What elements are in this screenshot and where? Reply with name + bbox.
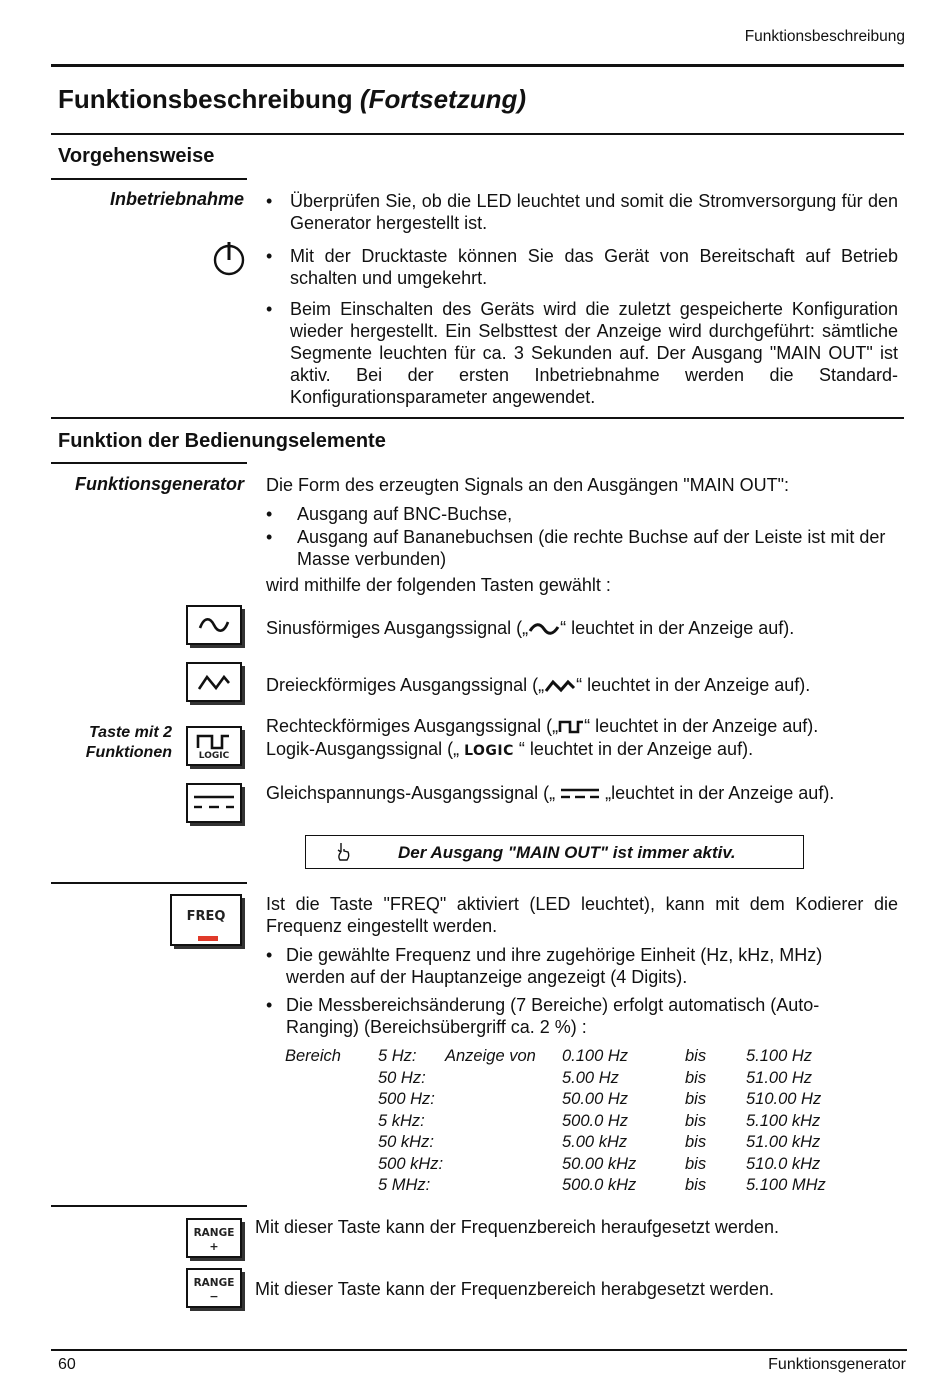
square-logic-key[interactable]: [186, 726, 242, 766]
square-display-icon: [558, 720, 584, 734]
triangle-display-icon: [544, 679, 576, 693]
freq-led-indicator: [198, 936, 218, 941]
inbetriebnahme-bullet-3: Beim Einschalten des Geräts wird die zuletzt gespeicherte Konfiguration wieder hergestellt. Ein Selbsttest der Anzeige wird durchgeführt: sämtliche Segmente leuchten für ca. 3 Sekunden auf. Der Ausgang "MAIN OUT" ist aktiv. Bei der ersten Inbetriebnahme werden die Standard-Konfigurationsparameter angewendet.: [290, 299, 898, 407]
output-bullet-2: Ausgang auf Bananebuchsen (die rechte Buchse auf der Leiste ist mit der Masse verbunden): [297, 527, 886, 569]
section2-top-rule: [51, 417, 904, 419]
freq-key[interactable]: [170, 894, 242, 946]
logic-display-label: LOGIC: [464, 743, 514, 759]
dc-text-pre: Gleichspannungs-Ausgangssignal („: [266, 783, 561, 803]
dc-display-icon: [560, 787, 600, 801]
inbetriebnahme-bullet-1: Überprüfen Sie, ob die LED leuchtet und somit die Stromversorgung für den Generator hergestellt ist.: [290, 191, 898, 233]
footer-rule: [51, 1349, 907, 1351]
bullet-dot: •: [266, 246, 273, 266]
table-row-to: 5.100 MHz: [746, 1176, 826, 1194]
note-text: Der Ausgang "MAIN OUT" ist immer aktiv.: [398, 843, 736, 862]
table-row-range: 50 Hz:: [378, 1068, 426, 1087]
table-row-to: 510.00 Hz: [746, 1090, 822, 1108]
page-title: [58, 84, 526, 115]
triangle-text-post: “ leuchtet in der Anzeige auf).: [576, 675, 811, 695]
table-row-from: 50.00 kHz: [562, 1154, 637, 1173]
range-down-description: Mit dieser Taste kann der Frequenzbereich herabgesetzt werden.: [255, 1279, 774, 1299]
table-row-range: 500 kHz:: [378, 1154, 444, 1173]
note-box: [305, 835, 804, 869]
dc-key[interactable]: [186, 783, 242, 823]
sine-text-post: “ leuchtet in der Anzeige auf).: [560, 618, 795, 638]
table-row-to: 51.00 Hz: [746, 1068, 813, 1087]
freq-label-rule: [51, 882, 247, 884]
range-down-key[interactable]: [186, 1268, 242, 1308]
square-text-post: “ leuchtet in der Anzeige auf).: [584, 716, 819, 736]
table-range-label: Bereich: [285, 1047, 341, 1065]
bullet-dot: •: [266, 527, 273, 547]
table-row-from: 0.100 Hz: [562, 1047, 629, 1065]
dc-text-post: „leuchtet in der Anzeige auf).: [600, 783, 835, 803]
table-row-bis: bis: [685, 1068, 707, 1087]
waveform-intro: Die Form des erzeugten Signals an den Ausgängen "MAIN OUT":: [266, 475, 790, 495]
table-row-to: 510.0 kHz: [746, 1154, 821, 1173]
label-funktionsgenerator: Funktionsgenerator: [74, 474, 244, 494]
output-bullet-1: Ausgang auf BNC-Buchse,: [297, 504, 513, 524]
power-button-icon: [212, 240, 246, 276]
range-label-rule: [51, 1205, 247, 1207]
page-title-continued: (Fortsetzung): [359, 84, 527, 114]
table-row-from: 500.0 kHz: [562, 1176, 637, 1194]
title-top-rule: [51, 64, 904, 67]
bullet-dot: •: [266, 945, 273, 965]
inbetriebnahme-bullet-2: Mit der Drucktaste können Sie das Gerät von Bereitschaft auf Betrieb schalten und umgekehrt.: [290, 246, 898, 288]
sine-description: [266, 617, 794, 639]
dc-description: [266, 782, 834, 804]
bullet-dot: •: [266, 299, 273, 319]
sine-icon: [188, 607, 240, 643]
table-row-to: 51.00 kHz: [746, 1133, 821, 1151]
sine-display-icon: [528, 622, 560, 636]
range-plus-sign: +: [209, 1240, 219, 1253]
table-row-range: 5 MHz:: [378, 1176, 431, 1194]
table-row-to: 5.100 Hz: [746, 1047, 813, 1065]
section-heading-bedienungselemente: Funktion der Bedienungselemente: [58, 430, 386, 452]
table-row-range: 5 kHz:: [378, 1111, 425, 1130]
sine-key[interactable]: [186, 605, 242, 645]
table-row-range: 50 kHz:: [378, 1133, 434, 1151]
bullet-dot: •: [266, 191, 273, 211]
table-row-from: 500.0 Hz: [562, 1111, 629, 1130]
footer-chapter: Funktionsgenerator: [768, 1356, 906, 1373]
section-heading-vorgehensweise: Vorgehensweise: [58, 145, 215, 167]
table-row-from: 5.00 kHz: [562, 1133, 628, 1151]
square-text-pre: Rechteckförmiges Ausgangssignal („: [266, 716, 559, 736]
table-row-bis: bis: [685, 1133, 707, 1151]
page-number: 60: [58, 1356, 76, 1373]
sine-text-pre: Sinusförmiges Ausgangssignal („: [266, 618, 529, 638]
waveform-outro: wird mithilfe der folgenden Tasten gewählt :: [266, 575, 611, 595]
freq-key-label: FREQ: [186, 909, 226, 924]
pointing-hand-icon: [334, 841, 352, 863]
freq-description: Ist die Taste "FREQ" aktiviert (LED leuchtet), kann mit dem Kodierer die Frequenz eingestellt werden.: [266, 894, 898, 936]
square-description: [266, 715, 818, 737]
table-row-bis: bis: [685, 1176, 707, 1194]
section1-label-rule: [51, 178, 247, 180]
running-header: Funktionsbeschreibung: [744, 28, 905, 45]
table-row-range: 500 Hz:: [378, 1090, 435, 1108]
range-up-key[interactable]: [186, 1218, 242, 1258]
range-minus-sign: −: [209, 1290, 219, 1303]
dc-icon: [188, 785, 240, 821]
logic-text-pre: Logik-Ausgangssignal („: [266, 739, 465, 759]
freq-bullet-2: Die Messbereichsänderung (7 Bereiche) erfolgt automatisch (Auto-Ranging) (Bereichsübergriff ca. 2 %) :: [286, 995, 820, 1037]
range-up-key-label: RANGE: [193, 1227, 235, 1239]
table-row-from: 50.00 Hz: [562, 1090, 629, 1108]
triangle-description: [266, 674, 810, 696]
table-row-range: 5 Hz:: [378, 1047, 417, 1065]
title-bottom-rule: [51, 133, 904, 135]
frequency-range-table: [0, 1046, 950, 1198]
freq-bullet-1: Die gewählte Frequenz und ihre zugehörige Einheit (Hz, kHz, MHz) werden auf der Hauptanzeige angezeigt (4 Digits).: [286, 945, 823, 987]
logic-text-post: “ leuchtet in der Anzeige auf).: [513, 739, 754, 759]
table-row-bis: bis: [685, 1047, 707, 1065]
table-row-bis: bis: [685, 1111, 707, 1130]
range-up-description: Mit dieser Taste kann der Frequenzbereich heraufgesetzt werden.: [255, 1217, 779, 1237]
table-row-to: 5.100 kHz: [746, 1111, 821, 1130]
triangle-text-pre: Dreieckförmiges Ausgangssignal („: [266, 675, 545, 695]
triangle-icon: [188, 664, 240, 700]
bullet-dot: •: [266, 995, 273, 1015]
logic-description: [266, 738, 753, 762]
table-row-bis: bis: [685, 1154, 707, 1173]
logic-key-label: LOGIC: [198, 751, 230, 761]
label-inbetriebnahme: Inbetriebnahme: [109, 189, 244, 209]
triangle-key[interactable]: [186, 662, 242, 702]
section2-label-rule: [51, 462, 247, 464]
table-display-label: Anzeige von: [445, 1047, 536, 1065]
page-title-main: Funktionsbeschreibung: [58, 84, 353, 114]
range-down-key-label: RANGE: [193, 1277, 235, 1289]
table-row-bis: bis: [685, 1090, 707, 1108]
two-function-key-label: Taste mit 2 Funktionen: [85, 724, 172, 761]
table-row-from: 5.00 Hz: [562, 1068, 619, 1087]
bullet-dot: •: [266, 504, 273, 524]
